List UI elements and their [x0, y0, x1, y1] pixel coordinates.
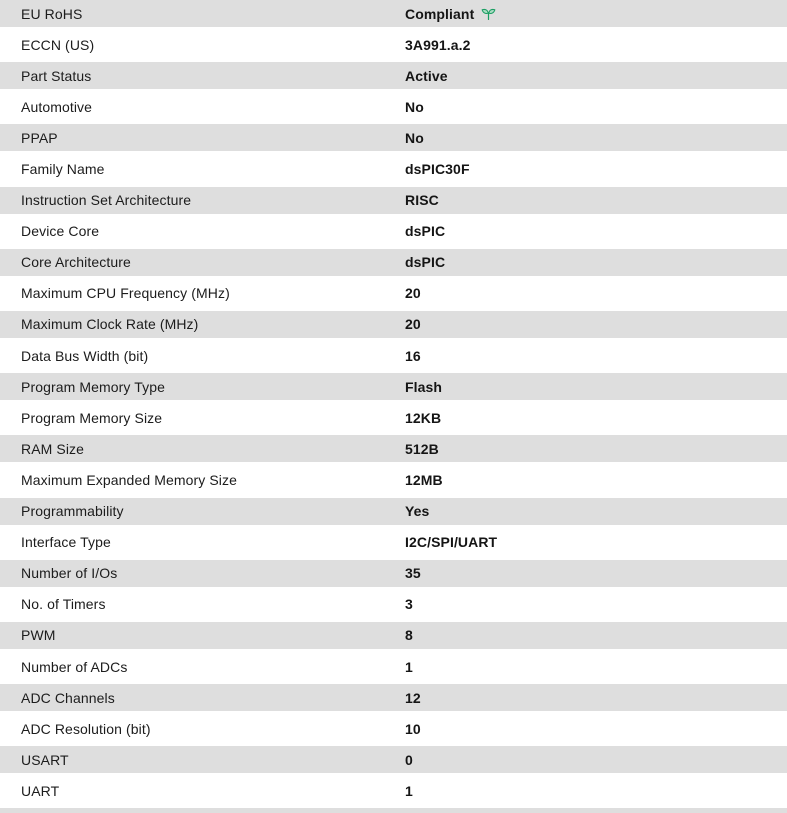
table-row: [0, 466, 787, 497]
spec-label: Programmability: [21, 503, 124, 520]
spec-value-text: 20: [405, 285, 421, 302]
spec-value-text: 1: [405, 658, 413, 675]
table-row: [0, 124, 787, 155]
spec-label: Interface Type: [21, 534, 111, 551]
table-row: [0, 93, 787, 124]
spec-value-text: 35: [405, 565, 421, 582]
spec-value: [405, 410, 441, 426]
spec-value: [405, 503, 429, 519]
table-row: [0, 280, 787, 311]
spec-label: Automotive: [21, 98, 93, 115]
table-row: [0, 249, 787, 280]
table-row: [0, 591, 787, 622]
spec-value-text: 3: [405, 596, 413, 613]
spec-value-text: Active: [405, 67, 448, 84]
spec-value: [405, 690, 421, 706]
table-row: [0, 218, 787, 249]
table-row: [0, 529, 787, 560]
spec-value: [405, 565, 421, 581]
spec-value-text: dsPIC30F: [405, 161, 470, 178]
spec-value-text: 0: [405, 751, 413, 768]
spec-value: [405, 254, 445, 270]
spec-label: Maximum Clock Rate (MHz): [21, 316, 199, 333]
table-row: [0, 435, 787, 466]
spec-value-text: 3A991.a.2: [405, 36, 471, 53]
spec-value: [405, 285, 421, 301]
spec-value: [405, 192, 439, 208]
spec-label: USART: [21, 751, 69, 768]
table-row: [0, 342, 787, 373]
spec-label: No. of Timers: [21, 596, 106, 613]
spec-value-text: Compliant: [405, 5, 475, 22]
table-row: [0, 715, 787, 746]
spec-label: ECCN (US): [21, 36, 95, 53]
spec-value: [405, 627, 413, 643]
spec-label: Data Bus Width (bit): [21, 347, 149, 364]
table-row: [0, 0, 787, 31]
spec-label: Part Status: [21, 67, 92, 84]
spec-label: Number of I/Os: [21, 565, 118, 582]
spec-value: [405, 379, 442, 395]
spec-value-text: 12: [405, 689, 421, 706]
table-row: [0, 404, 787, 435]
spec-value-text: 20: [405, 316, 421, 333]
spec-value-text: 12KB: [405, 409, 442, 426]
table-row: [0, 187, 787, 218]
spec-label: Family Name: [21, 161, 105, 178]
spec-label: EU RoHS: [21, 5, 83, 22]
spec-value: [405, 99, 424, 115]
table-row-partial: [0, 808, 787, 813]
spec-label: Maximum Expanded Memory Size: [21, 471, 237, 488]
spec-label: RAM Size: [21, 440, 85, 457]
spec-value-text: I2C/SPI/UART: [405, 534, 498, 551]
spec-label: ADC Resolution (bit): [21, 720, 151, 737]
spec-value: [405, 37, 471, 53]
leaf-icon: [481, 7, 496, 21]
table-row: [0, 684, 787, 715]
spec-value-text: Flash: [405, 378, 443, 395]
table-row: [0, 31, 787, 62]
spec-value: [405, 223, 445, 239]
spec-value-text: Yes: [405, 503, 430, 520]
spec-value-text: 12MB: [405, 471, 443, 488]
table-row: [0, 155, 787, 186]
spec-value: [405, 161, 470, 177]
spec-label: ADC Channels: [21, 689, 115, 706]
spec-value-text: dsPIC: [405, 254, 446, 271]
spec-value: [405, 6, 496, 22]
spec-value: [405, 783, 413, 799]
spec-label: Program Memory Type: [21, 378, 166, 395]
spec-value: [405, 130, 424, 146]
spec-label: Number of ADCs: [21, 658, 128, 675]
spec-label: Device Core: [21, 223, 100, 240]
table-row: [0, 622, 787, 653]
spec-value: [405, 721, 421, 737]
spec-value-text: 8: [405, 627, 413, 644]
spec-value: [405, 348, 421, 364]
spec-value: [405, 534, 497, 550]
table-row: [0, 777, 787, 808]
spec-value-text: RISC: [405, 192, 439, 209]
spec-value-text: dsPIC: [405, 223, 446, 240]
spec-value: [405, 596, 413, 612]
spec-value: [405, 316, 421, 332]
spec-value-text: 16: [405, 347, 421, 364]
spec-label: Core Architecture: [21, 254, 131, 271]
spec-value: [405, 752, 413, 768]
spec-value-text: No: [405, 98, 424, 115]
table-row: [0, 560, 787, 591]
spec-label: Maximum CPU Frequency (MHz): [21, 285, 230, 302]
table-row: [0, 373, 787, 404]
spec-value-text: 10: [405, 720, 421, 737]
table-row: [0, 62, 787, 93]
table-row: [0, 311, 787, 342]
spec-value: [405, 441, 439, 457]
table-row: [0, 653, 787, 684]
spec-value: [405, 659, 413, 675]
spec-label: PPAP: [21, 129, 58, 146]
spec-value-text: 512B: [405, 440, 439, 457]
spec-value: [405, 68, 448, 84]
spec-value-text: No: [405, 129, 424, 146]
spec-value-text: 1: [405, 782, 413, 799]
spec-value: [405, 472, 443, 488]
spec-label: Instruction Set Architecture: [21, 192, 192, 209]
spec-label: UART: [21, 782, 60, 799]
spec-label: Program Memory Size: [21, 409, 163, 426]
table-row: [0, 746, 787, 777]
spec-label: PWM: [21, 627, 56, 644]
table-row: [0, 498, 787, 529]
